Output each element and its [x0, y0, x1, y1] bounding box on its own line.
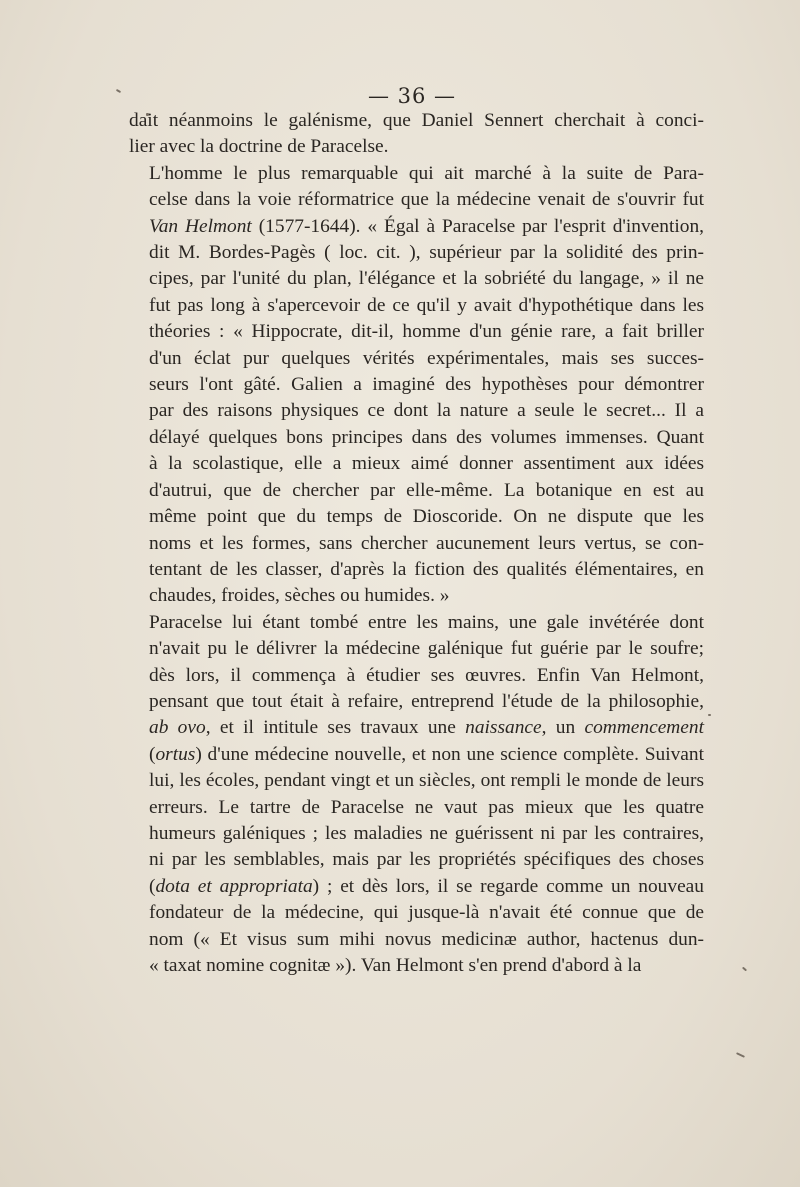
text-line: chaudes, froides, sèches ou humides. » — [149, 585, 450, 607]
text-line: fondateur de la médecine, qui jusque-là n'avait été connue que de — [149, 902, 704, 924]
text-line: seurs l'ont gâté. Galien a imaginé des hypothèses pour démontrer — [149, 374, 704, 396]
text-line: par des raisons physiques ce dont la nature a seule le secret... Il a — [149, 400, 704, 422]
text-line: ni par les semblables, mais par les propriétés spécifiques des choses — [149, 849, 704, 871]
text-line: délayé quelques bons principes dans des volumes immenses. Quant — [149, 426, 704, 448]
text-line: (dota et appropriata) ; et dès lors, il se regarde comme un nouveau — [149, 875, 704, 897]
text-line: pensant que tout était à refaire, entreprend l'étude de la philosophie, — [149, 690, 704, 712]
text-line: Paracelse lui étant tombé entre les mains, une gale invétérée dont — [149, 611, 704, 633]
body-text — [129, 108, 704, 979]
text-line: tentant de les classer, d'après la fiction des qualités élémentaires, en — [149, 558, 704, 580]
text-line: à la scolastique, elle a mieux aimé donner assentiment aux idées — [149, 453, 704, 475]
page-number: — 36 — — [367, 84, 457, 108]
paragraph — [129, 161, 704, 610]
text-line: lui, les écoles, pendant vingt et un siècles, ont rempli le monde de leurs — [149, 770, 704, 792]
text-line: dès lors, il commença à étudier ses œuvres. Enfin Van Helmont, — [149, 664, 704, 686]
text-line: Van Helmont (1577-1644). « Égal à Paracelse par l'esprit d'invention, — [149, 215, 705, 237]
text-line: celse dans la voie réformatrice que la médecine venait de s'ouvrir fut — [149, 189, 704, 211]
text-line: théories : « Hippocrate, dit-il, homme d'un génie rare, a fait briller — [149, 321, 704, 343]
paragraph — [129, 610, 704, 980]
text-line: humeurs galéniques ; les maladies ne guérissent ni par les contraires, — [149, 822, 704, 844]
text-line: ab ovo, et il intitule ses travaux une naissance, un commencement — [149, 717, 704, 739]
text-line: cipes, par l'unité du plan, l'élégance et la sobriété du langage, » il ne — [149, 268, 704, 290]
text-line: (ortus) d'une médecine nouvelle, et non une science complète. Suivant — [149, 743, 704, 765]
text-line: nom (« Et visus sum mihi novus medicinæ author, hactenus dun- — [149, 928, 704, 950]
text-line: n'avait pu le délivrer la médecine galénique fut guérie par le soufre; — [149, 638, 704, 660]
text-line: d'autrui, que de chercher par elle-même. La botanique en est au — [149, 479, 704, 501]
text-line: même point que du temps de Dioscoride. On ne dispute que les — [149, 506, 704, 528]
text-line: L'homme le plus remarquable qui ait marché à la suite de Para- — [149, 162, 704, 184]
text-line: dait néanmoins le galénisme, que Daniel Sennert cherchait à conci- — [129, 110, 704, 131]
text-line: lier avec la doctrine de Paracelse. — [129, 136, 389, 158]
paragraph — [129, 108, 704, 161]
text-line: fut pas long à s'apercevoir de ce qu'il y avait d'hypothétique dans les — [149, 294, 704, 316]
text-line: « taxat nomine cognitæ »). Van Helmont s'en prend d'abord à la — [149, 955, 642, 976]
text-line: dit M. Bordes-Pagès ( loc. cit. ), supérieur par la solidité des prin- — [149, 242, 704, 264]
text-line: noms et les formes, sans chercher aucunement leurs vertus, se con- — [149, 532, 704, 554]
text-line: erreurs. Le tartre de Paracelse ne vaut pas mieux que les quatre — [149, 796, 704, 818]
text-line: d'un éclat pur quelques vérités expérimentales, mais ses succes- — [149, 347, 704, 369]
